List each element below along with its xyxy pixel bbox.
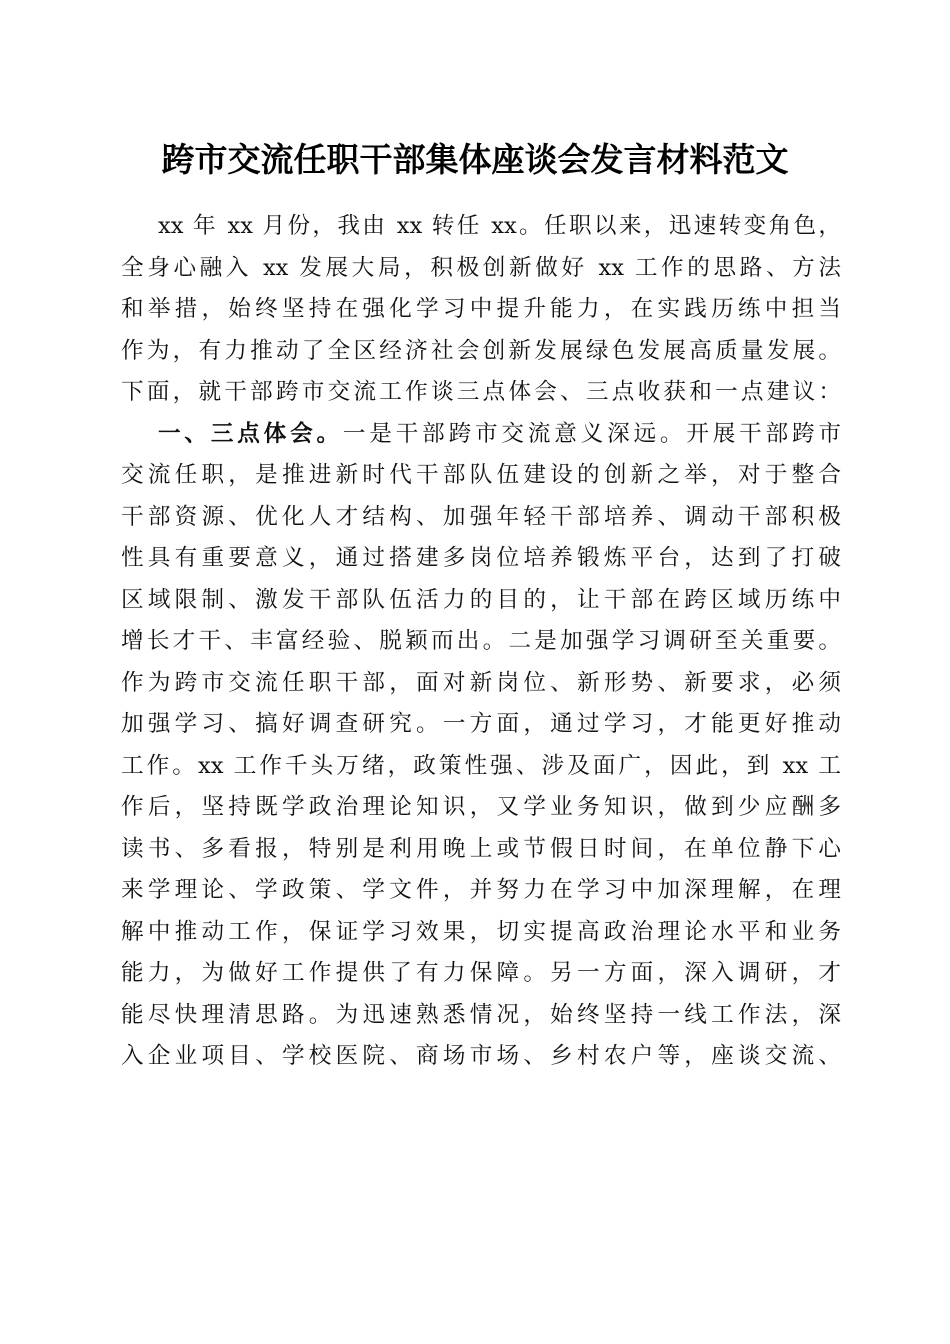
text-line: 区域限制、激发干部队伍活力的目的，让干部在跨区域历练中 — [121, 586, 841, 613]
text-line — [121, 414, 841, 456]
text-line: 全身心融入 xx 发展大局，积极创新做好 xx 工作的思路、方法 — [121, 254, 841, 281]
paragraph-intro — [121, 206, 841, 414]
text-line: 工作。xx 工作千头万绪，政策性强、涉及面广，因此，到 xx 工 — [121, 752, 841, 779]
text-line: 能尽快理清思路。为迅速熟悉情况，始终坚持一线工作法，深 — [121, 1001, 841, 1028]
text-line: 作为，有力推动了全区经济社会创新发展绿色发展高质量发展。 — [121, 337, 841, 364]
text-run: 一是干部跨市交流意义深远。开展干部跨市 — [342, 420, 842, 447]
text-line: 和举措，始终坚持在强化学习中提升能力，在实践历练中担当 — [121, 296, 841, 322]
text-line: xx 年 xx 月份，我由 xx 转任 xx。任职以来，迅速转变角色， — [158, 213, 841, 239]
text-line: 读书、多看报，特别是利用晚上或节假日时间，在单位静下心 — [121, 835, 841, 862]
text-line: 能力，为做好工作提供了有力保障。另一方面，深入调研，才 — [121, 960, 841, 986]
text-line: 下面，就干部跨市交流工作谈三点体会、三点收获和一点建议： — [121, 379, 841, 405]
document-title: 跨市交流任职干部集体座谈会发言材料范文 — [161, 140, 789, 179]
text-line: 交流任职，是推进新时代干部队伍建设的创新之举，对于整合 — [121, 462, 841, 488]
text-line: 解中推动工作，保证学习效果，切实提高政治理论水平和业务 — [121, 918, 841, 945]
text-line: 性具有重要意义，通过搭建多岗位培养锻炼平台，达到了打破 — [121, 545, 841, 571]
text-line: 来学理论、学政策、学文件，并努力在学习中加深理解，在理 — [121, 877, 841, 903]
text-line: 加强学习、搞好调查研究。一方面，通过学习，才能更好推动 — [121, 711, 841, 737]
text-line: 入企业项目、学校医院、商场市场、乡村农户等，座谈交流、 — [121, 1043, 841, 1069]
section-heading: 一、三点体会。 — [158, 420, 343, 447]
paragraph-section-one — [121, 414, 841, 1078]
text-line: 作为跨市交流任职干部，面对新岗位、新形势、新要求，必须 — [121, 669, 841, 696]
text-line: 作后，坚持既学政治理论知识，又学业务知识，做到少应酬多 — [121, 794, 841, 820]
document-body — [121, 206, 841, 1078]
text-line: 增长才干、丰富经验、脱颖而出。二是加强学习调研至关重要。 — [121, 628, 841, 654]
text-line: 干部资源、优化人才结构、加强年轻干部培养、调动干部积极 — [121, 503, 841, 530]
